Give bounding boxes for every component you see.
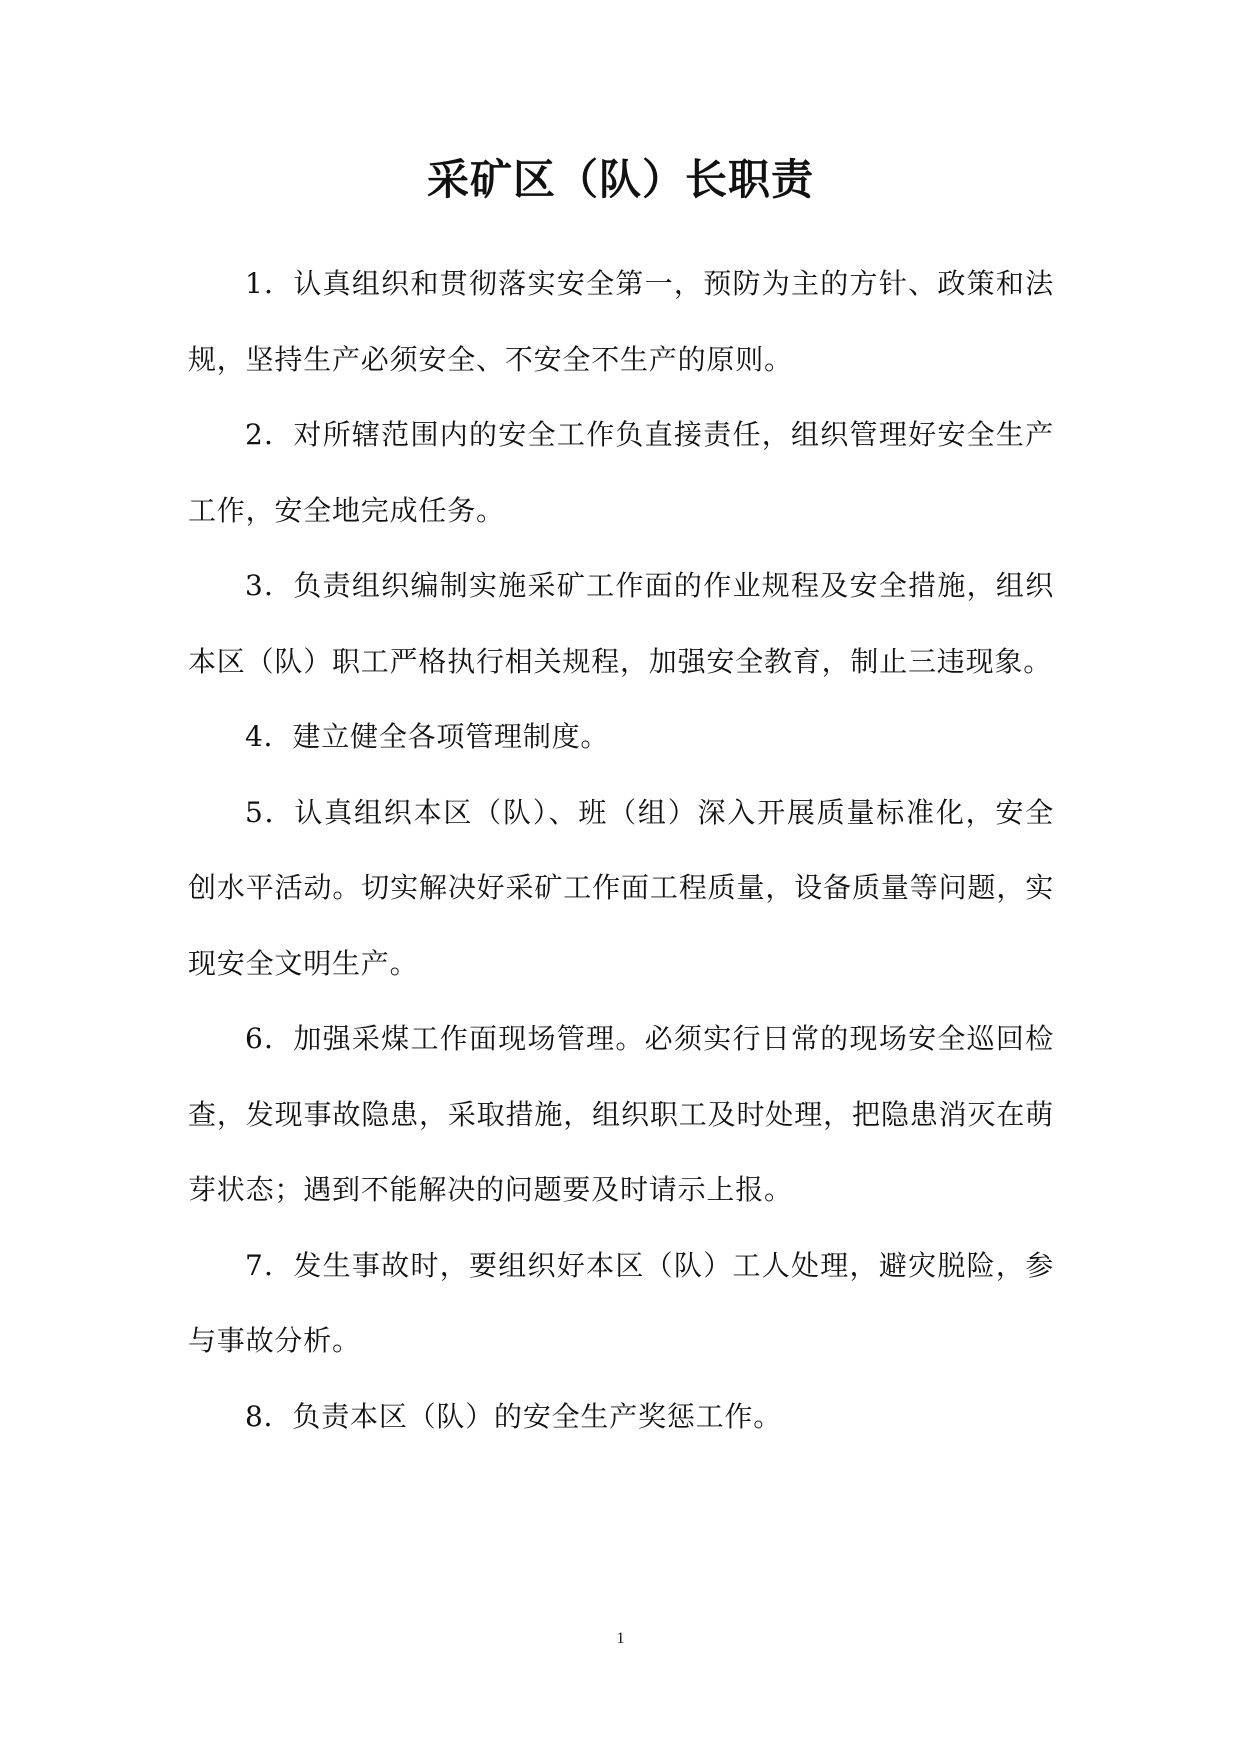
paragraph-1: 1．认真组织和贯彻落实安全第一，预防为主的方针、政策和法规，坚持生产必须安全、不安全不生产的原则。: [188, 267, 1054, 376]
paragraph-3: 3．负责组织编制实施采矿工作面的作业规程及安全措施，组织本区（队）职工严格执行相关规程，加强安全教育，制止三违现象。: [188, 569, 1054, 678]
paragraph-5: 5．认真组织本区（队）、班（组）深入开展质量标准化，安全创水平活动。切实解决好采矿工作面工程质量，设备质量等问题，实现安全文明生产。: [188, 795, 1054, 980]
document-title: 采矿区（队）长职责: [426, 155, 814, 204]
paragraph-7: 7．发生事故时，要组织好本区（队）工人处理，避灾脱险，参与事故分析。: [188, 1248, 1054, 1357]
paragraph-8: 8．负责本区（队）的安全生产奖惩工作。: [245, 1399, 783, 1433]
document-body: [188, 246, 1054, 1454]
paragraph-2: 2．对所辖范围内的安全工作负直接责任，组织管理好安全生产工作，安全地完成任务。: [188, 418, 1054, 527]
paragraph-6: 6．加强采煤工作面现场管理。必须实行日常的现场安全巡回检查，发现事故隐患，采取措施，组织职工及时处理，把隐患消灭在萌芽状态；遇到不能解决的问题要及时请示上报。: [188, 1022, 1054, 1206]
page-number: 1: [616, 1630, 625, 1647]
paragraph-4: 4．建立健全各项管理制度。: [245, 720, 610, 753]
